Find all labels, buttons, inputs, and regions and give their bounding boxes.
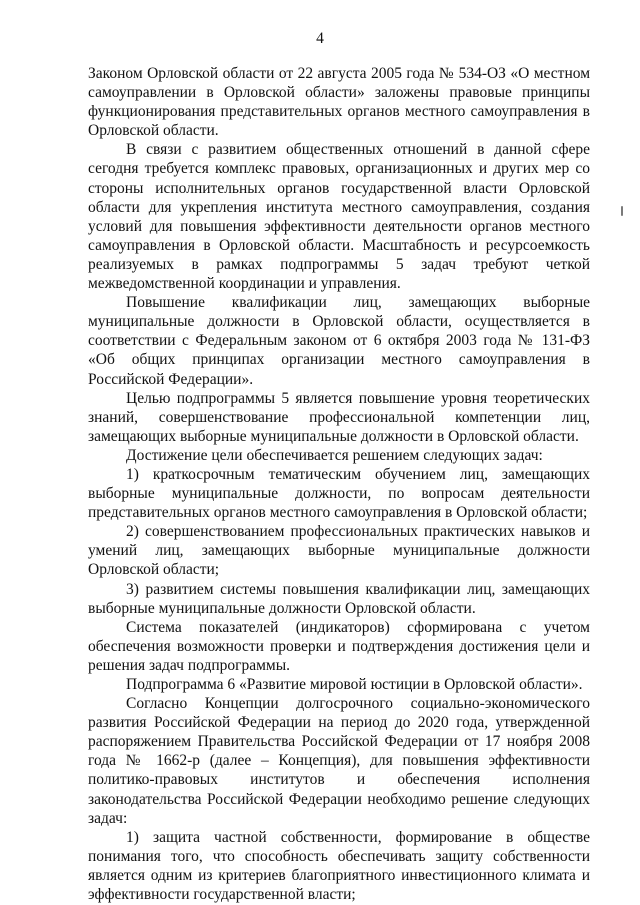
paragraph-indicators: Система показателей (индикаторов) сформирована с учетом обеспечения возможности проверки и подтверждения достижения цели и решения задач подпрограммы. xyxy=(88,618,590,674)
document-body xyxy=(88,64,590,904)
paragraph-tasks-intro: Достижение цели обеспечивается решением следующих задач: xyxy=(126,446,543,464)
paragraph-concept: Согласно Концепции долгосрочного социально-экономического развития Российской Федерации на период до 2020 года, утвержденной распоряжением Правительства Российской Федерации от 17 ноября 2008 года № 1662-р (далее – Концепция), для повышения эффективности политико-правовых институтов и обеспечения исполнения законодательства Российской Федерации необходимо решение следующих задач: xyxy=(88,695,590,827)
paragraph-concept-task-1: 1) защита частной собственности, формирование в обществе понимания того, что способность обеспечивать защиту собственности является одним из критериев благоприятного инвестиционного климата и эффективности государственной власти; xyxy=(88,828,590,904)
paragraph-subprogram-6-title: Подпрограмма 6 «Развитие мировой юстиции в Орловской области». xyxy=(126,676,583,693)
paragraph-task-2: 2) совершенствованием профессиональных практических навыков и умений лиц, замещающих выборные муниципальные должности Орловской области; xyxy=(88,523,590,579)
page-number: 4 xyxy=(316,30,324,47)
paragraph-qualification: Повышение квалификации лиц, замещающих выборные муниципальные должности в Орловской области, осуществляется в соответствии с Федеральным законом от 6 октября 2003 года № 131-ФЗ «Об общих принципах организации местного самоуправления в Российской Федерации». xyxy=(88,294,590,388)
paragraph-social-relations: В связи с развитием общественных отношений в данной сфере сегодня требуется комплекс правовых, организационных и других мер со стороны исполнительных органов государственной власти Орловской области для укрепления института местного самоуправления, создания условий для повышения эффективности деятельности органов местного самоуправления в Орловской области. Масштабность и ресурсоемкость реализуемых в рамках подпрограммы 5 задач требуют четкой межведомственной координации и управления. xyxy=(88,141,590,293)
scan-mark xyxy=(621,206,623,216)
paragraph-task-1: 1) краткосрочным тематическим обучением лиц, замещающих выборные муниципальные должности, по вопросам деятельности представительных органов местного самоуправления в Орловской области; xyxy=(88,465,590,522)
paragraph-subprogram-5-goal: Целью подпрограммы 5 является повышение уровня теоретических знаний, совершенствование профессиональной компетенции лиц, замещающих выборные муниципальные должности в Орловской области. xyxy=(88,389,590,445)
paragraph-task-3: 3) развитием системы повышения квалификации лиц, замещающих выборные муниципальные должности Орловской области. xyxy=(88,580,590,617)
paragraph-law-reference: Законом Орловской области от 22 августа 2005 года № 534-ОЗ «О местном самоуправлении в Орловской области» заложены правовые принципы функционирования представительных органов местного самоуправления в Орловской области. xyxy=(88,65,590,140)
